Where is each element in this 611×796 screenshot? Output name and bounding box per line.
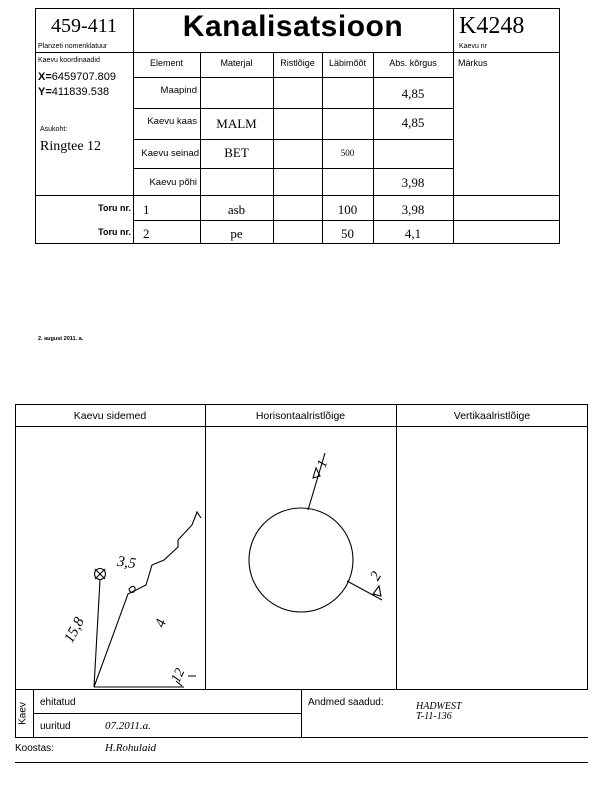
divider <box>15 737 588 738</box>
pipe-annotation: 2 <box>367 569 386 584</box>
x-label: X= <box>38 71 52 83</box>
table-cell: 4,85 <box>401 86 425 101</box>
table-cell: 4,1 <box>404 226 422 241</box>
column-header-material: Materjal <box>220 58 253 68</box>
author-value: H.Rohulaid <box>105 742 157 754</box>
tie-annotation: 12 <box>168 666 189 686</box>
surveyed-value: 07.2011.a. <box>105 720 151 732</box>
author-label: Koostas: <box>15 743 54 754</box>
well-number: K4248 <box>459 13 525 39</box>
table-cell: 100 <box>337 202 358 217</box>
source-label: Andmed saadud: <box>308 697 384 708</box>
tie-annotation: 3,5 <box>116 553 137 573</box>
coords-label: Kaevu koordinaadid <box>38 57 100 64</box>
document-date: 2. august 2011. a. <box>38 336 84 342</box>
location-label: Asukoht: <box>40 126 68 133</box>
divider <box>33 713 301 714</box>
y-label: Y= <box>38 86 52 98</box>
table-row-label: Kaevu seinad <box>141 148 199 159</box>
table-cell: asb <box>227 202 246 217</box>
divider <box>301 690 302 737</box>
table-cell: 2 <box>143 226 150 241</box>
table-cell: 50 <box>341 226 354 241</box>
side-label: Kaev <box>17 702 29 725</box>
table-row-label: Kaevu kaas <box>147 116 197 127</box>
panel-title-horizontal: Horisontaalristlõige <box>255 410 346 422</box>
surveyed-label: uuritud <box>40 721 71 732</box>
nomenclature-label: Planzeti nomenklatuur <box>38 43 108 50</box>
table-row-label: Kaevu põhi <box>149 177 197 188</box>
source-line1: HADWEST <box>416 701 462 712</box>
column-header-abs-height: Abs. kõrgus <box>389 58 437 68</box>
pipe-row-label: Toru nr. <box>98 203 131 213</box>
table-cell: 4,85 <box>401 115 425 130</box>
page-title: Kanalisatsioon <box>182 10 404 43</box>
pipe-annotation: 1 <box>314 457 332 470</box>
building-outline <box>94 512 201 687</box>
y-value: 411839.538 <box>51 86 110 98</box>
column-header-element: Element <box>149 58 184 68</box>
table-row-label: Maapind <box>160 85 197 96</box>
built-label: ehitatud <box>40 697 76 708</box>
divider <box>15 762 588 763</box>
pipe-2-line <box>347 581 382 600</box>
table-cell: 3,98 <box>401 175 425 190</box>
source-line2: T-11-136 <box>416 711 452 722</box>
tie-annotation: 15,8 <box>61 614 88 646</box>
pipe-row-label: Toru nr. <box>98 227 131 237</box>
tie-annotation: 4 <box>152 617 171 630</box>
table-cell: BET <box>224 145 249 160</box>
divider <box>15 690 16 737</box>
table-cell: MALM <box>216 116 257 131</box>
column-header-cross-section: Ristlõige <box>280 58 315 68</box>
column-header-diameter: Läbimõõt <box>328 58 367 68</box>
table-cell: 3,98 <box>401 202 425 217</box>
location-value: Ringtee 12 <box>40 139 102 154</box>
horizontal-section <box>249 453 382 612</box>
x-value: 6459707.809 <box>51 71 116 83</box>
arrow-icon <box>313 468 320 478</box>
arrow-icon <box>373 586 381 596</box>
ties-sketch <box>94 512 201 687</box>
table-cell: 1 <box>143 202 150 217</box>
well-circle <box>249 508 353 612</box>
panel-title-ties: Kaevu sidemed <box>73 410 147 422</box>
table-cell: pe <box>230 226 243 241</box>
table-cell: 500 <box>340 148 355 158</box>
panel-title-vertical: Vertikaalristlõige <box>453 410 531 422</box>
well-number-label: Kaevu nr <box>459 43 488 50</box>
nomenclature-value: 459-411 <box>51 15 117 37</box>
column-header-remarks: Märkus <box>458 58 488 68</box>
